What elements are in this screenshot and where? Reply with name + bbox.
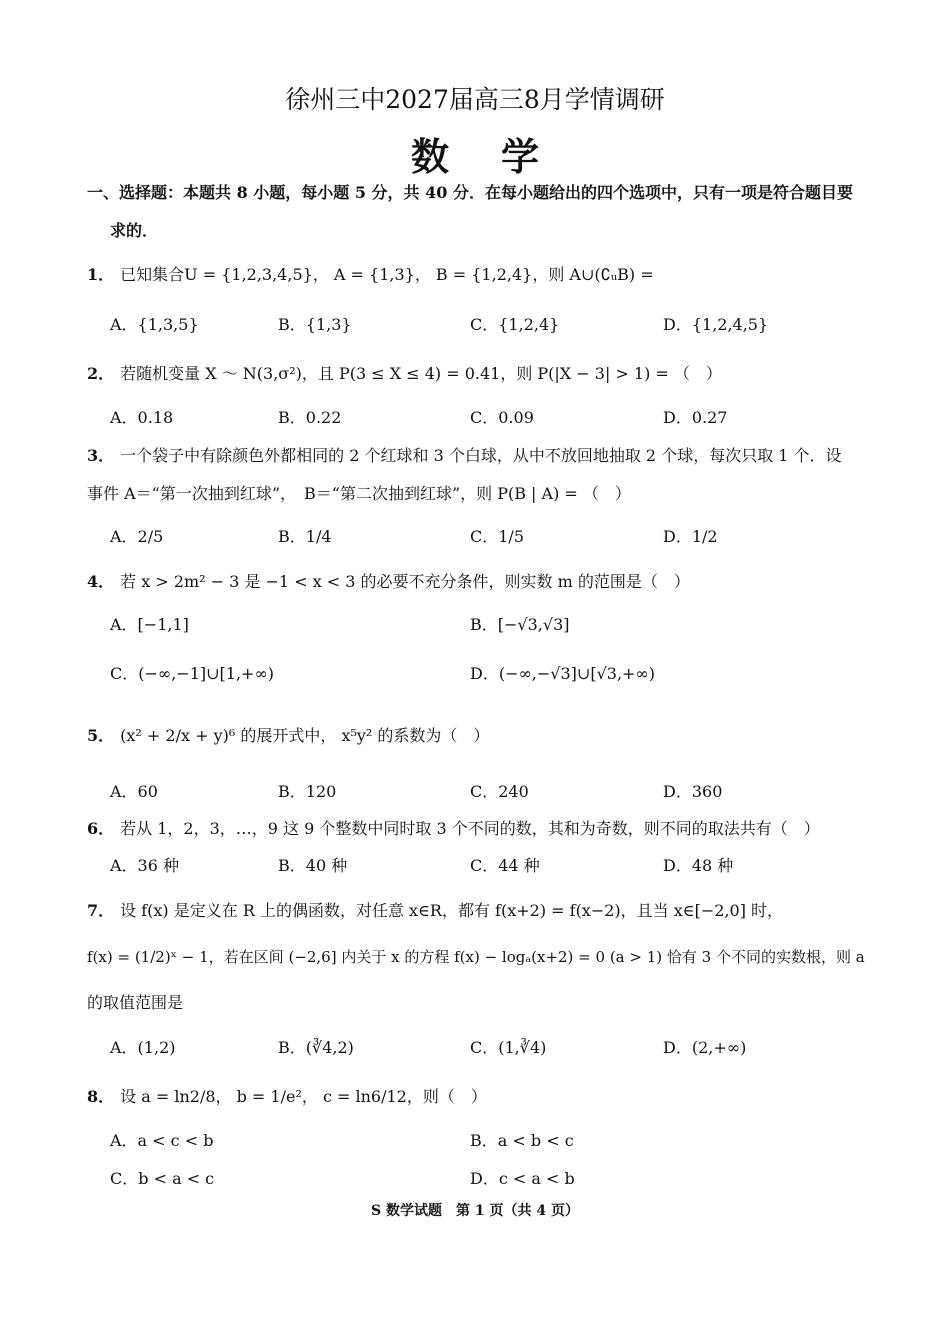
option-a: A．a < c < b — [110, 1131, 214, 1150]
option-d: D．(2,+∞) — [663, 1038, 747, 1057]
option-d: D．1/2 — [663, 527, 718, 546]
option-b: B．{1,3} — [278, 315, 352, 334]
question-5 — [87, 723, 489, 746]
option-c: C．(1,∛4) — [470, 1038, 547, 1057]
option-c: C．44 种 — [470, 856, 540, 875]
section-heading: 一、选择题：本题共 8 小题，每小题 5 分，共 40 分．在每小题给出的四个选项中，只有一项是符合题目要 — [87, 183, 853, 202]
subject-title: 数学 — [410, 134, 591, 179]
option-c: C．(−∞,−1]∪[1,+∞) — [110, 664, 275, 683]
question-stem: 一个袋子中有除颜色外都相同的 2 个红球和 3 个白球，从中不放回地抽取 2 个球，每次只取 1 个．设 — [120, 446, 842, 465]
question-number: 5． — [87, 726, 115, 745]
question-7-cont2: 的取值范围是 — [87, 993, 184, 1012]
option-b: B．a < b < c — [470, 1131, 574, 1150]
question-number: 4． — [87, 572, 115, 591]
option-b: B．40 种 — [278, 856, 348, 875]
option-b: B．1/4 — [278, 527, 332, 546]
option-b: B．0.22 — [278, 408, 342, 427]
page-title: 徐州三中2027届高三8月学情调研 — [285, 85, 665, 114]
option-b: B．120 — [278, 782, 337, 801]
question-number: 2． — [87, 364, 115, 383]
question-stem: 设 a = ln2/8， b = 1/e²， c = ln6/12，则（ ） — [120, 1087, 487, 1106]
question-3-cont: 事件 A＝“第一次抽到红球”， B＝“第二次抽到红球”，则 P(B | A) = （ ） — [87, 484, 631, 503]
option-c: C．0.09 — [470, 408, 534, 427]
option-b: B．(∛4,2) — [278, 1038, 354, 1057]
option-d: D．48 种 — [663, 856, 734, 875]
question-number: 3． — [87, 446, 115, 465]
question-number: 1． — [87, 265, 115, 284]
option-a: A．{1,3,5} — [110, 315, 199, 334]
option-d: D．0.27 — [663, 408, 728, 427]
option-c: C．{1,2,4} — [470, 315, 560, 334]
option-c: C．1/5 — [470, 527, 524, 546]
option-c: C．b < a < c — [110, 1169, 215, 1188]
option-a: A．0.18 — [110, 408, 174, 427]
question-stem: 若 x > 2m² − 3 是 −1 < x < 3 的必要不充分条件，则实数 m 的范围是（ ） — [120, 572, 690, 591]
question-number: 7． — [87, 901, 115, 920]
question-7 — [87, 898, 783, 921]
question-2 — [87, 361, 722, 384]
option-c: C．240 — [470, 782, 529, 801]
option-d: D．(−∞,−√3]∪[√3,+∞) — [470, 664, 656, 683]
question-number: 8． — [87, 1087, 115, 1106]
question-3 — [87, 443, 842, 466]
question-7-cont: f(x) = (1/2)ˣ − 1，若在区间 (−2,6] 内关于 x 的方程 f(x) − logₐ(x+2) = 0 (a > 1) 恰有 3 个不同的实数根，则 a — [87, 948, 865, 966]
option-a: A．36 种 — [110, 856, 180, 875]
option-a: A．60 — [110, 782, 158, 801]
option-a: A．(1,2) — [110, 1038, 176, 1057]
question-number: 6． — [87, 819, 115, 838]
question-stem: 已知集合U = {1,2,3,4,5}， A = {1,3}， B = {1,2,4}，则 A∪(∁ᵤB) = — [120, 265, 654, 284]
question-1 — [87, 262, 654, 285]
option-d: D．{1,2,4,5} — [663, 315, 769, 334]
question-stem: (x² + 2/x + y)⁶ 的展开式中， x⁵y² 的系数为（ ） — [120, 726, 490, 745]
option-d: D．c < a < b — [470, 1169, 575, 1188]
question-stem: 设 f(x) 是定义在 R 上的偶函数，对任意 x∈R，都有 f(x+2) = f(x−2)，且当 x∈[−2,0] 时， — [120, 901, 784, 920]
section-heading-cont: 求的． — [110, 221, 159, 240]
question-stem: 若从 1，2，3，…，9 这 9 个整数中同时取 3 个不同的数，其和为奇数，则不同的取法共有（ ） — [120, 819, 820, 838]
question-4 — [87, 569, 690, 592]
question-8 — [87, 1084, 487, 1107]
option-d: D．360 — [663, 782, 723, 801]
option-b: B．[−√3,√3] — [470, 615, 570, 634]
option-a: A．2/5 — [110, 527, 164, 546]
question-stem: 若随机变量 X ～ N(3,σ²)，且 P(3 ≤ X ≤ 4) = 0.41，则 P(|X − 3| > 1) = （ ） — [120, 364, 722, 383]
option-a: A．[−1,1] — [110, 615, 189, 634]
question-6 — [87, 816, 820, 839]
page-footer: S 数学试题 第 1 页（共 4 页） — [371, 1203, 579, 1219]
